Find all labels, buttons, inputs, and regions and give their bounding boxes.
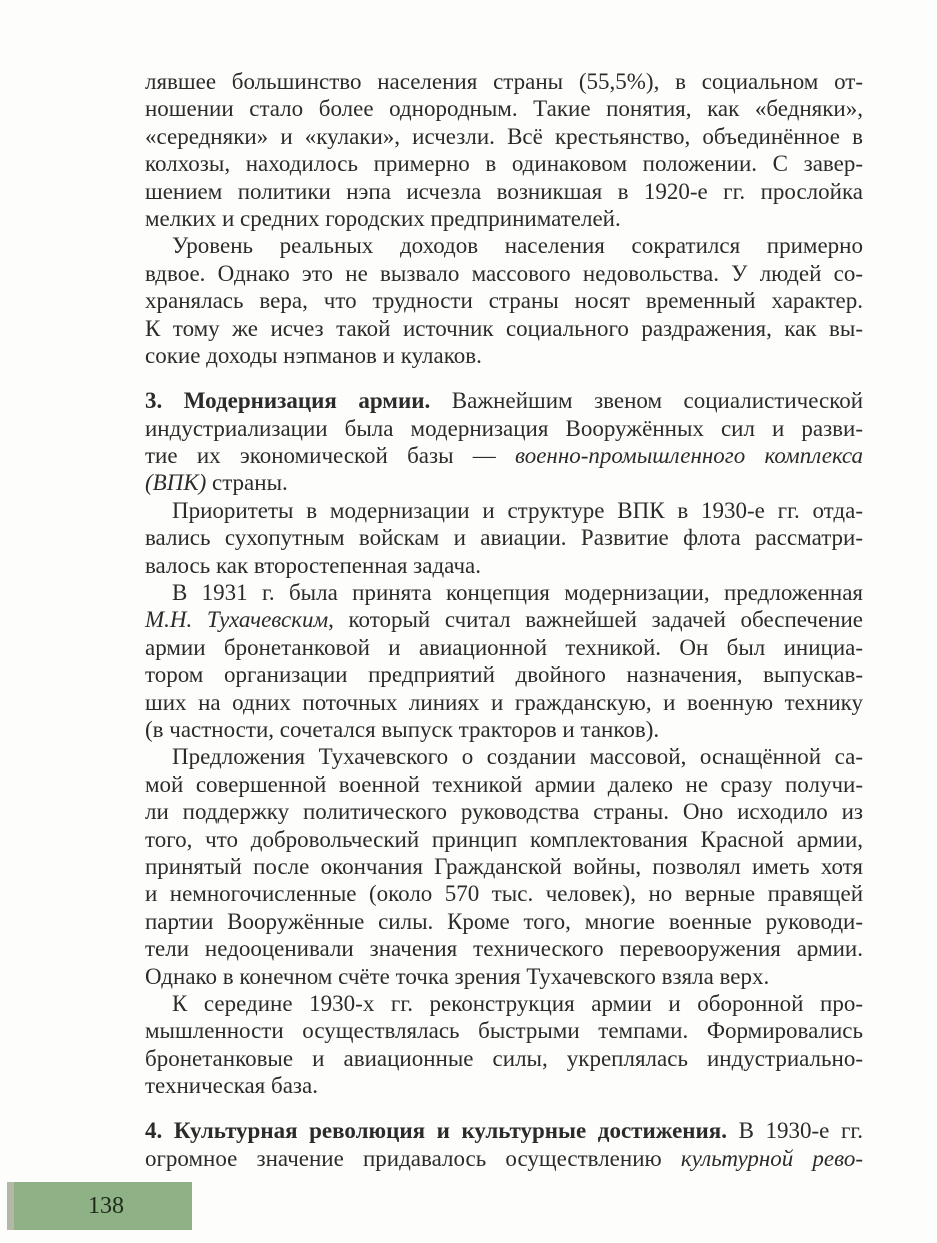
text-line (145, 442, 863, 469)
text-run: страны. (206, 470, 288, 496)
text-run: (в частности, сочетался выпуск тракторов и танков). (145, 716, 660, 742)
text-line (145, 552, 863, 579)
text-line (145, 853, 863, 880)
text-run: В 1931 г. была принята концепция модернизации, предложенная (172, 580, 863, 606)
text-line (145, 798, 863, 825)
text-line (145, 771, 863, 798)
text-run: ли поддержку политического руководства страны. Оно исходило из (145, 799, 863, 825)
text-run: огромное значение придавалось осуществлению (145, 1145, 681, 1171)
text-line (145, 524, 863, 551)
paragraph (145, 68, 863, 232)
text-run: ших на одних поточных линиях и гражданскую, и военную технику (145, 689, 863, 715)
text-run: Приоритеты в модернизации и структуре ВПК в 1930-е гг. отда- (172, 497, 863, 523)
text-run: Важнейшим звеном социалистической (430, 388, 864, 414)
text-line (145, 1017, 863, 1044)
text-line (145, 68, 863, 95)
text-line (145, 634, 863, 661)
text-line (145, 260, 863, 287)
section-heading-paragraph (145, 387, 863, 497)
text-line (145, 178, 863, 205)
text-run: вдвое. Однако это не вызвало массового недовольства. У людей со- (145, 260, 863, 286)
text-line (145, 387, 863, 414)
text-run: мышленности осуществлялась быстрыми темпами. Формировались (145, 1018, 863, 1044)
text-line (145, 150, 863, 177)
text-line (145, 95, 863, 122)
text-line (145, 1117, 863, 1144)
text-line (145, 579, 863, 606)
page-number: 138 (88, 1193, 124, 1219)
text-run: сокие доходы нэпманов и кулаков. (145, 342, 482, 368)
text-line (145, 990, 863, 1017)
text-run: , который считал важнейшей задачей обеспечение (328, 607, 863, 633)
text-line (145, 661, 863, 688)
paragraph (145, 497, 863, 579)
text-line (145, 469, 863, 496)
text-line (145, 1072, 863, 1099)
text-line (145, 826, 863, 853)
text-run: и немногочисленные (около 570 тыс. человек), но верные правящей (145, 881, 863, 907)
text-run: К тому же исчез такой источник социального раздражения, как вы- (145, 315, 863, 341)
text-line (145, 606, 863, 633)
text-line (145, 689, 863, 716)
text-run: лявшее большинство населения страны (55,5%), в социальном от- (145, 69, 863, 94)
text-run: партии Вооружённые силы. Кроме того, многие военные руководи- (145, 908, 863, 934)
text-run: того, что добровольческий принцип комплектования Красной армии, (145, 826, 863, 852)
text-line (145, 1145, 863, 1172)
text-line (145, 123, 863, 150)
text-run: мелких и средних городских предпринимателей. (145, 205, 621, 231)
text-line (145, 315, 863, 342)
page-body-text (145, 68, 863, 1172)
paragraph (145, 990, 863, 1100)
text-line (145, 963, 863, 990)
text-line (145, 935, 863, 962)
text-line (145, 415, 863, 442)
text-line (145, 880, 863, 907)
text-line (145, 232, 863, 259)
emphasized-term: (ВПК) (145, 470, 207, 496)
paragraph (145, 232, 863, 369)
section-title: 4. Культурная революция и культурные достижения. (145, 1118, 727, 1144)
text-line (145, 743, 863, 770)
section-heading-paragraph (145, 1117, 863, 1172)
text-run: К середине 1930-х гг. реконструкция армии и оборонной про- (172, 990, 863, 1016)
text-run: вались сухопутным войскам и авиации. Развитие флота рассматри- (145, 525, 863, 551)
text-line (145, 1045, 863, 1072)
text-run: Предложения Тухачевского о создании массовой, оснащённой са- (172, 744, 863, 770)
text-run: колхозы, находилось примерно в одинаковом положении. С завер- (145, 151, 863, 177)
text-line (145, 342, 863, 369)
text-line (145, 497, 863, 524)
text-run: валось как второстепенная задача. (145, 552, 481, 578)
text-line (145, 908, 863, 935)
text-run: индустриализации была модернизация Вооружённых сил и разви- (145, 415, 863, 441)
emphasized-term: культурной рево- (680, 1145, 863, 1171)
paragraph (145, 579, 863, 743)
text-run: ношении стало более однородным. Такие понятия, как «бедняки», (145, 96, 863, 122)
text-line (145, 716, 863, 743)
text-run: бронетанковые и авиационные силы, укреплялась индустриально- (145, 1045, 863, 1071)
text-run: шением политики нэпа исчезла возникшая в 1920-е гг. прослойка (145, 178, 863, 204)
text-run: тие их экономической базы — (145, 443, 516, 469)
paragraph (145, 743, 863, 990)
text-run: Уровень реальных доходов населения сократился примерно (172, 233, 863, 259)
text-line (145, 205, 863, 232)
text-run: принятый после окончания Гражданской войны, позволял иметь хотя (145, 853, 863, 879)
text-run: «середняки» и «кулаки», исчезли. Всё крестьянство, объединённое в (145, 123, 863, 149)
emphasized-term: военно-промышленного комплекса (515, 443, 863, 469)
text-run: армии бронетанковой и авиационной техникой. Он был инициа- (145, 634, 863, 660)
text-run: Однако в конечном счёте точка зрения Тухачевского взяла верх. (145, 963, 770, 989)
text-line (145, 287, 863, 314)
text-run: хранялась вера, что трудности страны носят временный характер. (145, 288, 863, 314)
text-run: тором организации предприятий двойного назначения, выпускав- (145, 662, 863, 688)
emphasized-term: М.Н. Тухачевским (145, 607, 329, 633)
text-run: техническая база. (145, 1073, 318, 1099)
text-run: В 1930-е гг. (726, 1118, 863, 1144)
text-run: тели недооценивали значения технического перевооружения армии. (145, 936, 863, 962)
section-title: 3. Модернизация армии. (145, 388, 431, 414)
text-run: мой совершенной военной техникой армии далеко не сразу получи- (145, 771, 863, 797)
